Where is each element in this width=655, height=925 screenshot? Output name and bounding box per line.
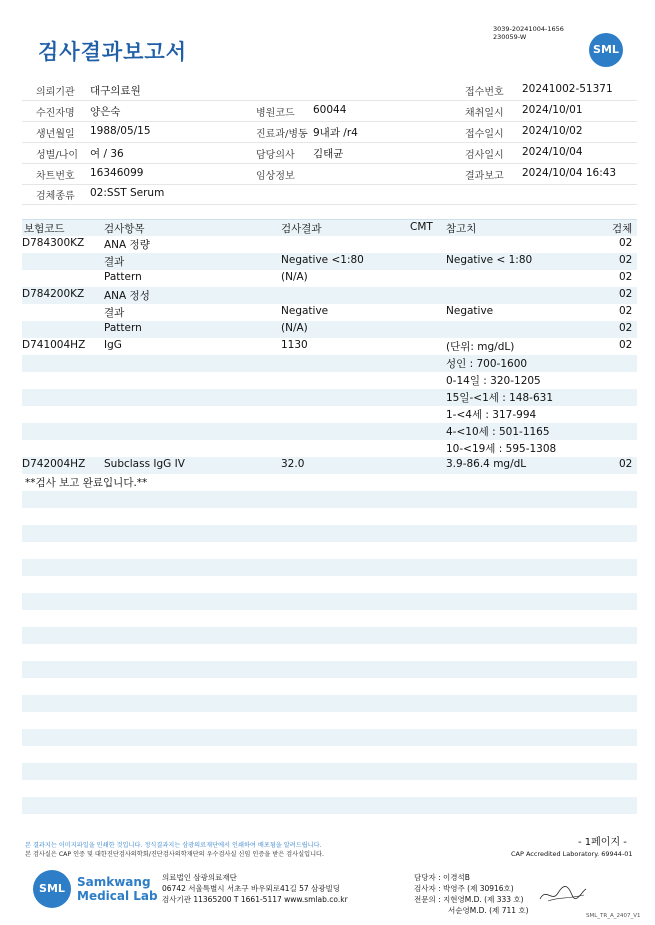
cell-ref: Negative	[446, 305, 494, 317]
info-row-1: 의뢰기관 대구의료원 접수번호 20241002-51371	[22, 80, 637, 101]
chart-no-value: 16346099	[90, 167, 144, 179]
results-table-header: 보험코드 검사항목 검사결과 CMT 참고치 검체	[22, 219, 637, 236]
empty-row	[22, 746, 637, 763]
form-code: SML_TR_A_2407_V1	[586, 913, 641, 919]
hospital-value: 대구의료원	[90, 85, 141, 97]
cell-item: ANA 정성	[104, 290, 150, 302]
cell-ref: 15일-<1세 : 148-631	[446, 392, 553, 404]
sml-logo-icon: SML	[33, 870, 71, 908]
document-id: 3039-20241004-1656 230059-W	[493, 25, 564, 41]
empty-row	[22, 763, 637, 780]
report-date-value: 2024/10/04 16:43	[522, 167, 617, 179]
table-row	[22, 304, 637, 321]
cell-ref: 3.9-86.4 mg/dL	[446, 458, 527, 470]
table-row	[22, 440, 637, 457]
cell-ref: 성인 : 700-1600	[446, 358, 528, 370]
empty-row	[22, 797, 637, 814]
cell-item: 결과	[104, 256, 125, 268]
table-row	[22, 372, 637, 389]
signature-icon	[538, 881, 588, 907]
table-row	[22, 270, 637, 287]
cell-result: 32.0	[281, 458, 305, 470]
info-row-6: 검체종류 02:SST Serum	[22, 184, 637, 205]
organization-info: 의료법인 삼광의료재단 06742 서울특별시 서초구 바우뫼로41길 57 삼광빌딩 검사기관 11365200 T 1661-5117 www.smlab.co.kr	[162, 873, 348, 904]
cell-ref: Negative < 1:80	[446, 254, 533, 266]
cap-accreditation: CAP Accredited Laboratory. 69944-01	[511, 850, 633, 858]
cell-spec: 02	[619, 458, 633, 470]
specimen-value: 02:SST Serum	[90, 187, 165, 199]
table-row	[22, 338, 637, 355]
table-row	[22, 321, 637, 338]
page-number: - 1페이지 -	[578, 837, 627, 848]
cell-item: Pattern	[104, 271, 142, 283]
collect-date-value: 2024/10/01	[522, 104, 583, 116]
cell-item: Subclass IgG IV	[104, 458, 185, 470]
empty-row	[22, 559, 637, 576]
empty-row	[22, 542, 637, 559]
report-complete-note: **검사 보고 완료입니다.**	[25, 477, 148, 489]
cell-spec: 02	[619, 305, 633, 317]
empty-row	[22, 491, 637, 508]
empty-row	[22, 576, 637, 593]
empty-row	[22, 525, 637, 542]
cell-spec: 02	[619, 254, 633, 266]
empty-row	[22, 644, 637, 661]
sml-logo-icon: SML	[589, 33, 623, 67]
cell-code: D741004HZ	[22, 339, 86, 351]
cell-result: (N/A)	[281, 322, 308, 334]
cell-result: 1130	[281, 339, 308, 351]
info-row-3: 생년월일 1988/05/15 진료과/병동 9내과 /r4 접수일시 2024/10/02	[22, 122, 637, 143]
cell-result: (N/A)	[281, 271, 308, 283]
info-row-2: 수진자명 양은숙 병원코드 60044 채취일시 2024/10/01	[22, 101, 637, 122]
table-row	[22, 355, 637, 372]
doctor-value: 김태균	[313, 148, 344, 160]
signatures: 담당자 : 이경석B 검사자 : 박영주 (제 30916호) 전문의 : 지현영M.D. (제 333 호) 서순영M.D. (제 711 호)	[414, 873, 529, 915]
table-row	[22, 406, 637, 423]
footer-notes: 본 결과지는 이미지파일을 인쇄한 것입니다. 정식결과지는 삼광의료재단에서 인쇄하여 배포됨을 알려드립니다. 본 검사실은 CAP 인증 및 대한진단검사의학회/진단검사의학재단의 우수검사실 신임 인증을 받은 검사실입니다.	[25, 842, 324, 858]
receipt-no-value: 20241002-51371	[522, 83, 613, 95]
table-row	[22, 253, 637, 270]
report-title: 검사결과보고서	[38, 40, 188, 64]
dept-value: 9내과 /r4	[313, 127, 358, 139]
empty-row	[22, 508, 637, 525]
cell-item: IgG	[104, 339, 122, 351]
info-row-4: 성별/나이 여 / 36 담당의사 김태균 검사일시 2024/10/04	[22, 143, 637, 164]
table-row	[22, 236, 637, 253]
hospital-code-value: 60044	[313, 104, 347, 116]
cell-code: D742004HZ	[22, 458, 86, 470]
table-row	[22, 457, 637, 474]
cell-ref: 1-<4세 : 317-994	[446, 409, 537, 421]
empty-row	[22, 610, 637, 627]
empty-row	[22, 661, 637, 678]
cell-ref: 4-<10세 : 501-1165	[446, 426, 550, 438]
cell-item: 결과	[104, 307, 125, 319]
cell-spec: 02	[619, 322, 633, 334]
empty-row	[22, 593, 637, 610]
empty-row	[22, 712, 637, 729]
test-date-value: 2024/10/04	[522, 146, 583, 158]
table-row	[22, 423, 637, 440]
empty-row	[22, 780, 637, 797]
cell-code: D784300KZ	[22, 237, 85, 249]
empty-row	[22, 729, 637, 746]
sex-age-value: 여 / 36	[90, 148, 124, 160]
empty-row	[22, 695, 637, 712]
cell-spec: 02	[619, 271, 633, 283]
cell-ref: 10-<19세 : 595-1308	[446, 443, 557, 455]
cell-result: Negative	[281, 305, 329, 317]
patient-name-value: 양은숙	[90, 106, 121, 118]
cell-ref: (단위: mg/dL)	[446, 341, 515, 353]
cell-item: ANA 정량	[104, 239, 150, 251]
dob-value: 1988/05/15	[90, 125, 151, 137]
cell-spec: 02	[619, 237, 633, 249]
table-row	[22, 287, 637, 304]
cell-code: D784200KZ	[22, 288, 85, 300]
cell-spec: 02	[619, 288, 633, 300]
receive-date-value: 2024/10/02	[522, 125, 583, 137]
info-row-5: 차트번호 16346099 임상정보 결과보고 2024/10/04 16:43	[22, 164, 637, 185]
table-row	[22, 389, 637, 406]
cell-spec: 02	[619, 339, 633, 351]
empty-row	[22, 814, 637, 831]
empty-row	[22, 678, 637, 695]
cell-item: Pattern	[104, 322, 142, 334]
empty-row	[22, 627, 637, 644]
cell-result: Negative <1:80	[281, 254, 364, 266]
cell-ref: 0-14일 : 320-1205	[446, 375, 541, 387]
